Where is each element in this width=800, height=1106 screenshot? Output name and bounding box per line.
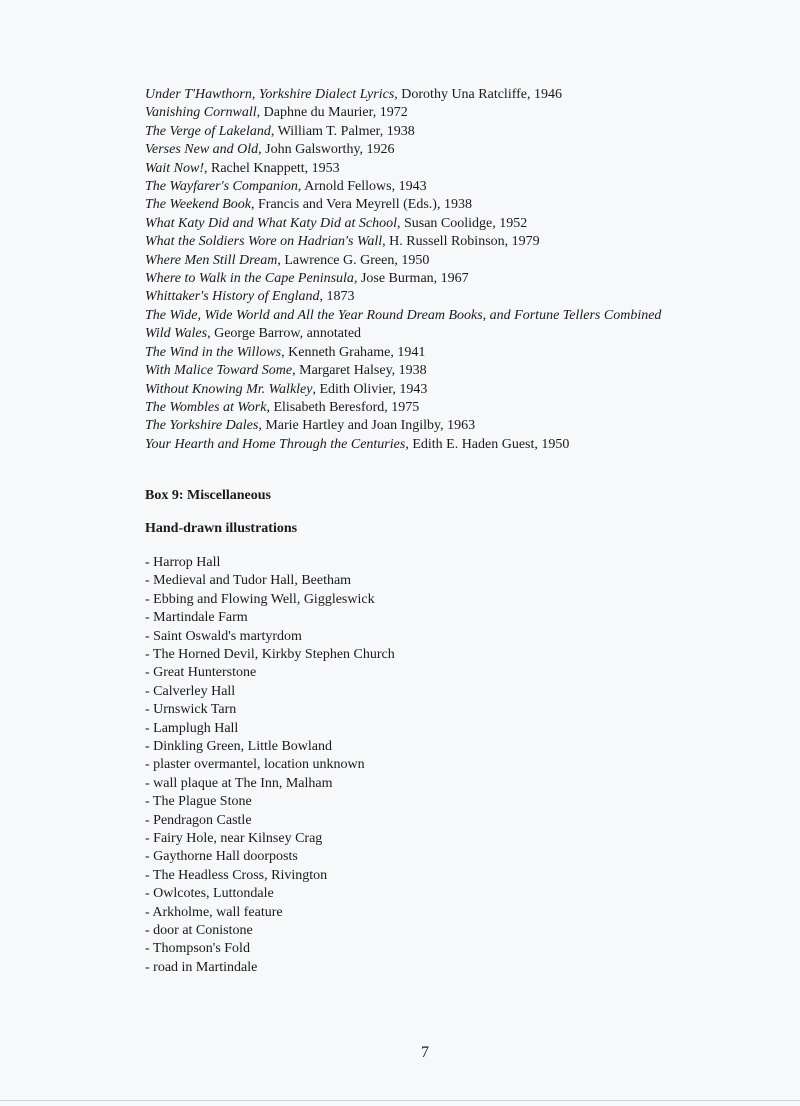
book-details: , John Galsworthy, 1926: [258, 142, 395, 158]
illustration-item: - road in Martindale: [145, 959, 258, 975]
book-entry: [145, 160, 705, 178]
book-title: The Verge of Lakeland: [145, 123, 271, 139]
page-number: 7: [421, 1044, 429, 1061]
book-entry: [145, 233, 705, 251]
book-title: What Katy Did and What Katy Did at School: [145, 215, 397, 231]
book-entry: [145, 86, 705, 104]
book-details: , Arnold Fellows, 1943: [297, 179, 427, 195]
book-details: , Lawrence G. Green, 1950: [277, 252, 430, 268]
book-title: Where Men Still Dream: [145, 252, 278, 268]
book-details: , Jose Burman, 1967: [353, 271, 469, 287]
book-title: Where to Walk in the Cape Peninsula: [145, 271, 354, 287]
book-entry: [145, 344, 705, 362]
book-entry: [145, 417, 705, 435]
book-entry: [145, 270, 705, 288]
illustration-item: - Thompson's Fold: [145, 941, 250, 957]
book-title: Your Hearth and Home Through the Centuries: [145, 436, 406, 452]
illustration-item: - Medieval and Tudor Hall, Beetham: [145, 573, 352, 589]
book-title: The Weekend Book: [145, 197, 251, 213]
book-details: , Dorothy Una Ratcliffe, 1946: [394, 87, 562, 102]
illustration-item: - Ebbing and Flowing Well, Giggleswick: [145, 591, 375, 607]
book-entry: [145, 381, 705, 399]
book-entry: [145, 288, 705, 306]
illustration-item: - Lamplugh Hall: [145, 720, 239, 736]
book-entry: [145, 104, 705, 122]
book-details: , Margaret Halsey, 1938: [292, 363, 427, 379]
book-details: , Edith Olivier, 1943: [312, 381, 428, 397]
illustration-item: - Harrop Hall: [145, 554, 221, 570]
book-entry: [145, 196, 705, 214]
illustration-item: - Gaythorne Hall doorposts: [145, 849, 298, 865]
illustration-item: - wall plaque at The Inn, Malham: [145, 775, 333, 791]
book-details: , George Barrow, annotated: [207, 326, 362, 342]
book-entry: [145, 399, 705, 417]
book-details: , Daphne du Maurier, 1972: [256, 105, 408, 121]
book-details: , Francis and Vera Meyrell (Eds.), 1938: [251, 197, 472, 213]
book-details: , 1873: [319, 289, 355, 305]
book-details: , Marie Hartley and Joan Ingilby, 1963: [258, 418, 476, 434]
illustration-item: - Calverley Hall: [145, 683, 236, 699]
illustration-item: - door at Conistone: [145, 923, 253, 939]
illustration-item: - Arkholme, wall feature: [145, 904, 283, 920]
book-entry: [145, 178, 705, 196]
illustration-item: - plaster overmantel, location unknown: [145, 757, 365, 773]
page-content: [145, 86, 705, 993]
book-details: , Rachel Knappett, 1953: [204, 160, 340, 176]
book-details: , William T. Palmer, 1938: [270, 123, 415, 139]
book-title: The Wide, Wide World and All the Year Round Dream Books, and Fortune Tellers Combined: [145, 307, 662, 323]
book-title: What the Soldiers Wore on Hadrian's Wall: [145, 234, 383, 250]
book-entry: [145, 215, 705, 233]
book-list: [145, 86, 705, 454]
book-entry: [145, 307, 705, 325]
book-entry: [145, 252, 705, 270]
book-details: , Kenneth Grahame, 1941: [281, 344, 426, 360]
book-entry: [145, 141, 705, 159]
illustration-item: - The Headless Cross, Rivington: [145, 867, 328, 883]
book-title: The Yorkshire Dales: [145, 418, 259, 434]
book-entry: [145, 123, 705, 141]
illustration-item: - Martindale Farm: [145, 610, 248, 626]
section-heading: Hand-drawn illustrations: [145, 520, 298, 536]
book-title: Wait Now!: [145, 160, 204, 176]
book-title: Vanishing Cornwall: [145, 105, 257, 121]
illustration-item: - Dinkling Green, Little Bowland: [145, 739, 333, 754]
book-title: Without Knowing Mr. Walkley: [145, 381, 313, 397]
book-title: The Wind in the Willows: [145, 344, 282, 360]
book-details: , H. Russell Robinson, 1979: [382, 234, 540, 250]
book-title: The Wombles at Work: [145, 399, 267, 415]
illustration-item: - The Plague Stone: [145, 794, 252, 810]
book-details: , Elisabeth Beresford, 1975: [266, 399, 420, 415]
book-entry: [145, 325, 705, 343]
illustration-item: - Owlcotes, Luttondale: [145, 886, 274, 902]
illustration-item: - Pendragon Castle: [145, 812, 252, 828]
illustration-item: - Urnswick Tarn: [145, 702, 237, 718]
book-details: , Susan Coolidge, 1952: [396, 215, 528, 231]
page-edge-divider: [0, 1100, 800, 1101]
book-details: , Edith E. Haden Guest, 1950: [405, 436, 570, 452]
box-heading: Box 9: Miscellaneous: [145, 488, 271, 504]
book-entry: [145, 436, 705, 454]
book-title: With Malice Toward Some: [145, 363, 293, 379]
illustration-item: - The Horned Devil, Kirkby Stephen Church: [145, 646, 395, 662]
book-title: Verses New and Old: [145, 142, 259, 158]
book-title: The Wayfarer's Companion: [145, 179, 298, 195]
book-entry: [145, 362, 705, 380]
book-title: Whittaker's History of England: [145, 289, 320, 305]
illustration-list: [145, 554, 705, 977]
book-title: Under T'Hawthorn, Yorkshire Dialect Lyrics: [145, 87, 395, 102]
book-title: Wild Wales: [145, 326, 208, 342]
illustration-item: - Great Hunterstone: [145, 665, 257, 681]
illustration-item: - Fairy Hole, near Kilnsey Crag: [145, 831, 323, 847]
illustration-item: - Saint Oswald's martyrdom: [145, 628, 302, 644]
